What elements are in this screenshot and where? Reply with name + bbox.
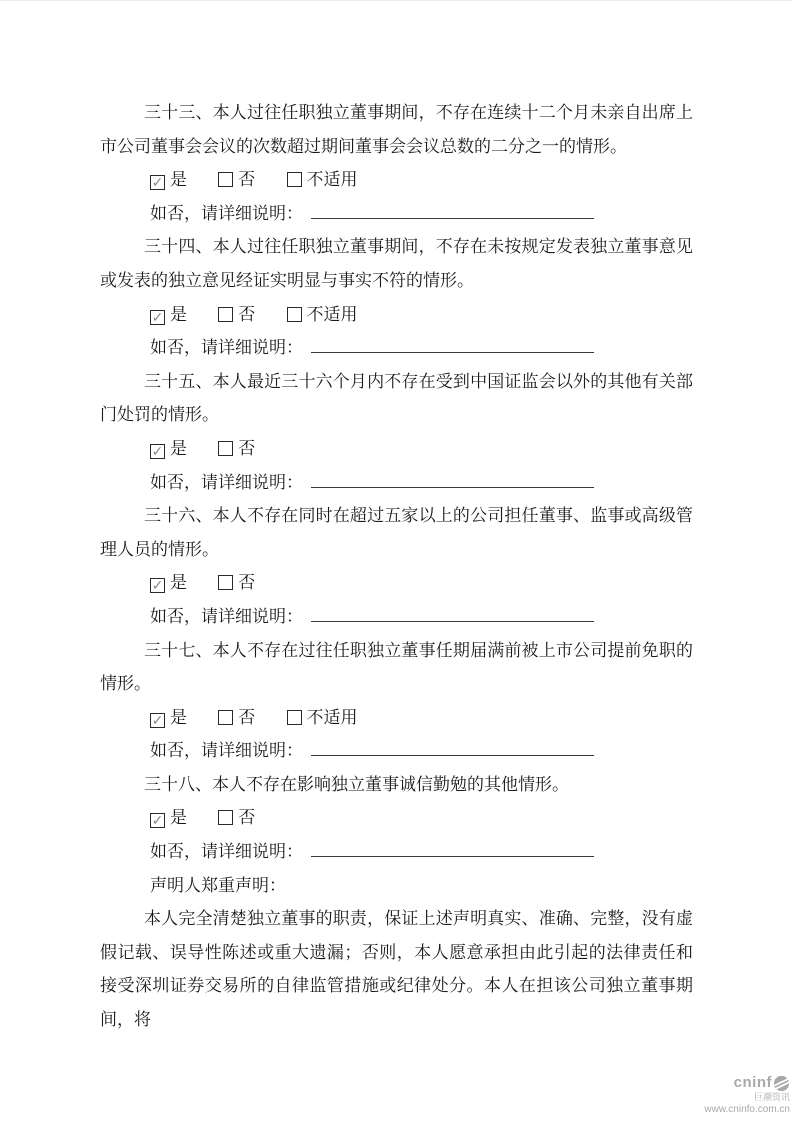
- followup-label: 如否，请详细说明：: [150, 842, 303, 862]
- checkbox-option-na[interactable]: [287, 298, 358, 332]
- checkbox-unchecked-icon[interactable]: [218, 575, 233, 590]
- cninfo-name: 巨潮资讯: [753, 1092, 790, 1103]
- option-label: 不适用: [306, 707, 358, 727]
- checkbox-unchecked-icon[interactable]: [287, 710, 302, 725]
- option-label: 否: [238, 438, 256, 458]
- checkbox-unchecked-icon[interactable]: [218, 307, 233, 322]
- followup-row: [150, 197, 693, 231]
- checkbox-option-yes[interactable]: [150, 163, 187, 197]
- checkbox-option-no[interactable]: [218, 566, 255, 600]
- blank-fill-line[interactable]: [311, 204, 594, 219]
- followup-label: 如否，请详细说明：: [150, 472, 303, 492]
- blank-fill-line[interactable]: [311, 473, 594, 488]
- checkbox-option-na[interactable]: [287, 163, 358, 197]
- followup-label: 如否，请详细说明：: [150, 203, 303, 223]
- cninfo-brand-text: cninf: [733, 1074, 772, 1092]
- declaration-heading: 声明人郑重声明：: [150, 875, 286, 895]
- blank-fill-line[interactable]: [311, 842, 594, 857]
- checkbox-option-no[interactable]: [218, 298, 255, 332]
- followup-row: [150, 466, 693, 500]
- statement-text: 三十五、本人最近三十六个月内不存在受到中国证监会以外的其他有关部门处罚的情形。: [100, 371, 693, 425]
- checkbox-checked-icon[interactable]: ✓: [151, 444, 164, 460]
- checkbox-checked-icon[interactable]: ✓: [151, 713, 164, 729]
- option-label: 不适用: [306, 170, 358, 190]
- cninfo-brand-row: [704, 1075, 790, 1092]
- option-label: 否: [238, 573, 256, 593]
- statement-item-38: [100, 768, 693, 869]
- option-row: [150, 163, 693, 197]
- checkbox-option-yes[interactable]: [150, 566, 187, 600]
- statement-item-35: [100, 365, 693, 499]
- option-row: [150, 566, 693, 600]
- option-label: 否: [238, 304, 256, 324]
- followup-label: 如否，请详细说明：: [150, 741, 303, 761]
- checkbox-option-no[interactable]: [218, 801, 255, 835]
- followup-row: [150, 734, 693, 768]
- checkbox-option-no[interactable]: [218, 163, 255, 197]
- option-label: 是: [170, 170, 187, 190]
- blank-fill-line[interactable]: [311, 607, 594, 622]
- cninfo-url: www.cninfo.com.cn: [704, 1104, 790, 1115]
- checkbox-option-no[interactable]: [218, 701, 255, 735]
- followup-row: [150, 835, 693, 869]
- checkbox-checked-icon[interactable]: ✓: [151, 176, 164, 192]
- option-label: 是: [170, 438, 187, 458]
- statement-item-36: [100, 499, 693, 633]
- checkbox-unchecked-icon[interactable]: [287, 172, 302, 187]
- option-label: 是: [170, 304, 187, 324]
- statement-text: 三十八、本人不存在影响独立董事诚信勤勉的其他情形。: [144, 774, 569, 794]
- option-label: 是: [170, 808, 187, 828]
- statement-text: 三十七、本人不存在过往任职独立董事任期届满前被上市公司提前免职的情形。: [100, 640, 693, 694]
- followup-row: [150, 331, 693, 365]
- option-label: 否: [238, 808, 256, 828]
- statement-text: 三十四、本人过往任职独立董事期间，不存在未按规定发表独立董事意见或发表的独立意见经证实明显与事实不符的情形。: [100, 237, 693, 290]
- option-row: [150, 298, 693, 332]
- checkbox-option-no[interactable]: [218, 432, 255, 466]
- option-label: 是: [170, 573, 187, 593]
- checkbox-option-yes[interactable]: [150, 701, 187, 735]
- statement-text: 三十三、本人过往任职独立董事期间，不存在连续十二个月未亲自出席上市公司董事会会议的次数超过期间董事会会议总数的二分之一的情形。: [100, 103, 693, 156]
- checkbox-unchecked-icon[interactable]: [218, 710, 233, 725]
- checkbox-checked-icon[interactable]: ✓: [151, 310, 164, 326]
- blank-fill-line[interactable]: [311, 338, 594, 353]
- checkbox-unchecked-icon[interactable]: [218, 441, 233, 456]
- checkbox-option-yes[interactable]: [150, 298, 187, 332]
- option-row: [150, 701, 693, 735]
- blank-fill-line[interactable]: [311, 741, 594, 756]
- checkbox-option-yes[interactable]: [150, 801, 187, 835]
- checkbox-unchecked-icon[interactable]: [218, 810, 233, 825]
- checkbox-checked-icon[interactable]: ✓: [151, 579, 164, 595]
- statement-item-34: [100, 230, 693, 364]
- option-row: [150, 432, 693, 466]
- option-label: 否: [238, 707, 256, 727]
- cninfo-watermark: [704, 1075, 790, 1115]
- statement-text: 三十六、本人不存在同时在超过五家以上的公司担任董事、监事或高级管理人员的情形。: [100, 506, 693, 559]
- option-label: 是: [170, 707, 187, 727]
- cninfo-swirl-icon: [773, 1075, 790, 1092]
- statement-item-33: [100, 96, 693, 230]
- followup-label: 如否，请详细说明：: [150, 606, 303, 626]
- checkbox-option-na[interactable]: [287, 701, 358, 735]
- followup-label: 如否，请详细说明：: [150, 338, 303, 358]
- checkbox-unchecked-icon[interactable]: [218, 172, 233, 187]
- declaration-body: 本人完全清楚独立董事的职责，保证上述声明真实、准确、完整，没有虚假记载、误导性陈述或重大遗漏；否则，本人愿意承担由此引起的法律责任和接受深圳证券交易所的自律监管措施或纪律处分。本人在担该公司独立董事期间，将: [100, 909, 693, 1030]
- option-label: 不适用: [306, 304, 358, 324]
- checkbox-unchecked-icon[interactable]: [287, 307, 302, 322]
- checkbox-option-yes[interactable]: [150, 432, 187, 466]
- checkbox-checked-icon[interactable]: ✓: [151, 814, 164, 830]
- option-label: 否: [238, 170, 256, 190]
- statement-item-37: [100, 634, 693, 768]
- followup-row: [150, 600, 693, 634]
- document-content: [100, 96, 693, 1037]
- option-row: [150, 801, 693, 835]
